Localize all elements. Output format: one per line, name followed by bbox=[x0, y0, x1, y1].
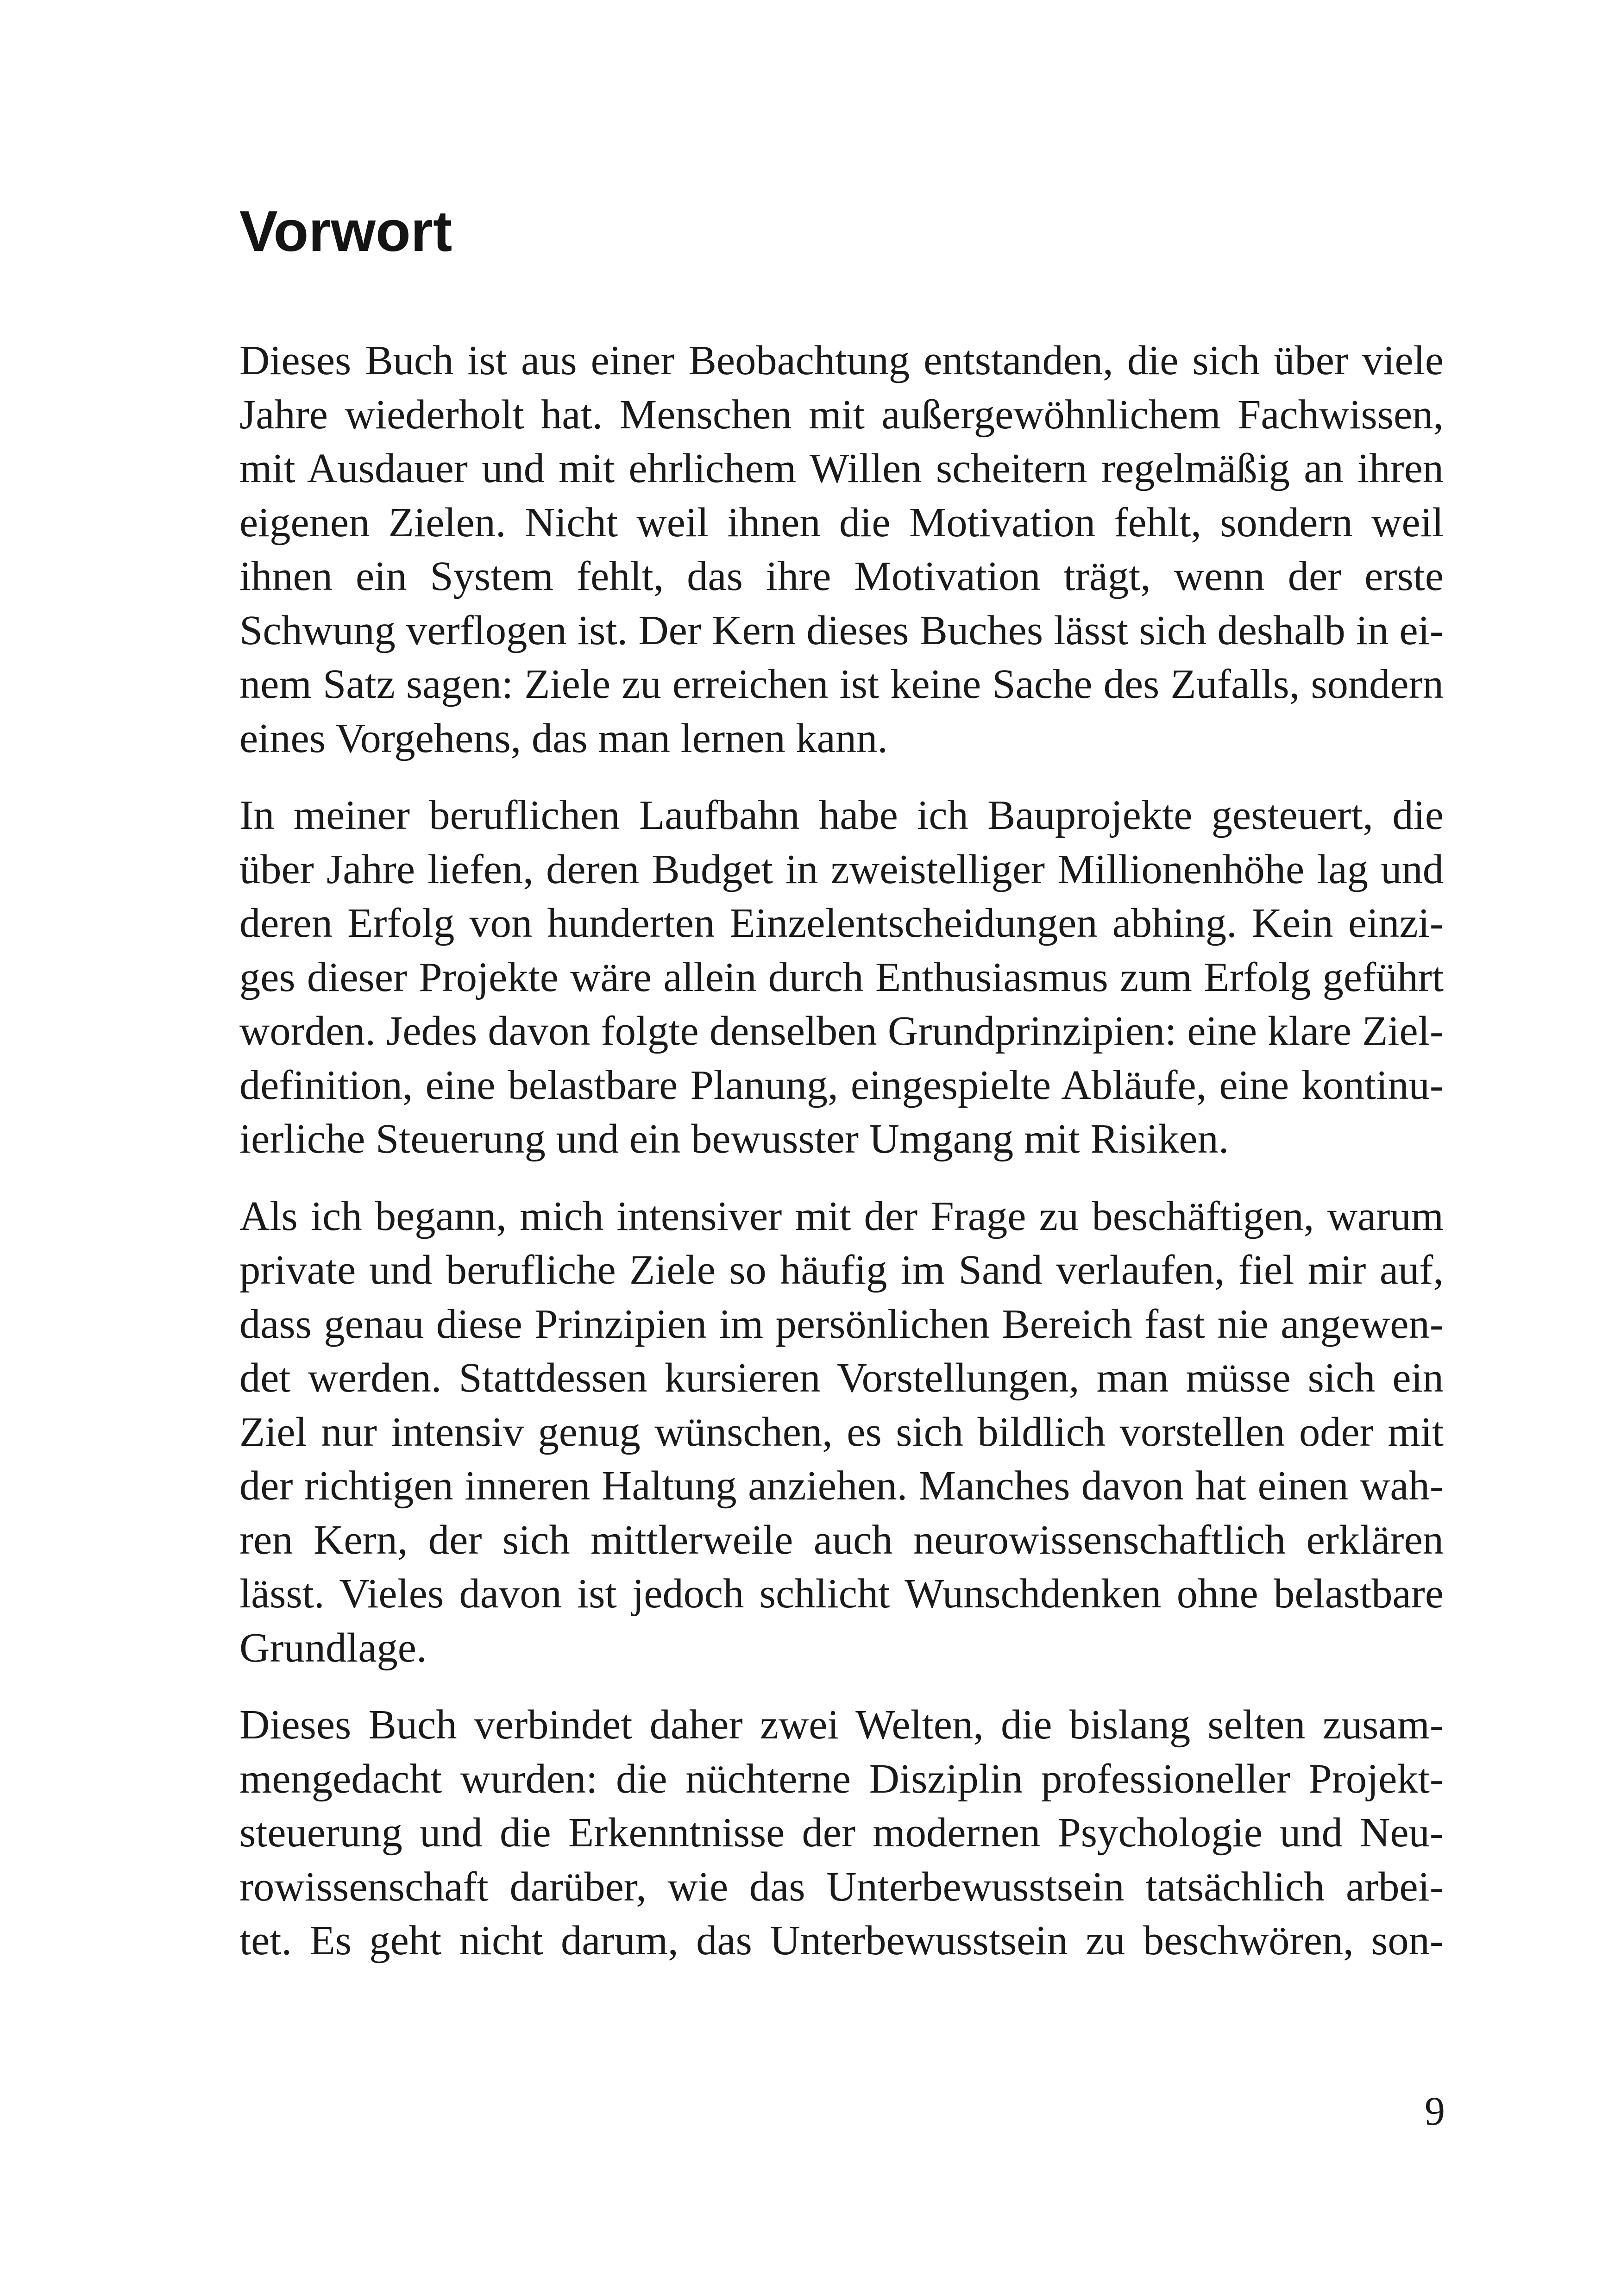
text-line: ges dieser Projekte wäre allein durch Enthusiasmus zum Erfolg geführt bbox=[239, 953, 1444, 1000]
paragraph-2 bbox=[239, 788, 1444, 1166]
text-line: det werden. Stattdessen kursieren Vorstellungen, man müsse sich ein bbox=[239, 1354, 1444, 1401]
text-line: dass genau diese Prinzipien im persönlichen Bereich fast nie angewen- bbox=[239, 1300, 1444, 1347]
text-line: Grundlage. bbox=[239, 1624, 427, 1671]
text-line: private und berufliche Ziele so häufig im Sand verlaufen, fiel mir auf, bbox=[239, 1246, 1444, 1293]
text-line: der richtigen inneren Haltung anziehen. Manches davon hat einen wah- bbox=[239, 1462, 1444, 1509]
text-line: rowissenschaft darüber, wie das Unterbewusstsein tatsächlich arbei- bbox=[239, 1863, 1444, 1910]
text-line: Dieses Buch verbindet daher zwei Welten, die bislang selten zusam- bbox=[239, 1701, 1444, 1748]
text-line: über Jahre liefen, deren Budget in zweistelliger Millionenhöhe lag und bbox=[239, 845, 1444, 892]
chapter-heading: Vorwort bbox=[239, 200, 452, 263]
text-line: Jahre wiederholt hat. Menschen mit außergewöhnlichem Fachwissen, bbox=[239, 390, 1444, 438]
text-line: ren Kern, der sich mittlerweile auch neurowissenschaftlich erklären bbox=[239, 1516, 1444, 1563]
text-line: mengedacht wurden: die nüchterne Disziplin professioneller Projekt- bbox=[239, 1755, 1444, 1802]
text-line: In meiner beruflichen Laufbahn habe ich Bauprojekte gesteuert, die bbox=[239, 791, 1444, 838]
paragraph-1 bbox=[239, 333, 1444, 765]
text-line: worden. Jedes davon folgte denselben Grundprinzipien: eine klare Ziel- bbox=[239, 1007, 1444, 1054]
text-line: deren Erfolg von hunderten Einzelentscheidungen abhing. Kein einzi- bbox=[239, 899, 1444, 946]
text-line: eigenen Zielen. Nicht weil ihnen die Motivation fehlt, sondern weil bbox=[239, 498, 1444, 546]
text-line: nem Satz sagen: Ziele zu erreichen ist keine Sache des Zufalls, sondern bbox=[239, 660, 1444, 707]
text-line: ierliche Steuerung und ein bewusster Umgang mit Risiken. bbox=[239, 1115, 1229, 1162]
text-line: Dieses Buch ist aus einer Beobachtung entstanden, die sich über viele bbox=[239, 337, 1444, 383]
text-line: tet. Es geht nicht darum, das Unterbewusstsein zu beschwören, son- bbox=[239, 1917, 1444, 1964]
page-number: 9 bbox=[1425, 2089, 1445, 2134]
text-line: Als ich begann, mich intensiver mit der Frage zu beschäftigen, warum bbox=[239, 1192, 1444, 1239]
text-line: eines Vorgehens, das man lernen kann. bbox=[239, 714, 888, 761]
body-text bbox=[239, 333, 1444, 1991]
text-line: Ziel nur intensiv genug wünschen, es sich bildlich vorstellen oder mit bbox=[239, 1408, 1444, 1455]
paragraph-3 bbox=[239, 1189, 1444, 1675]
text-line: definition, eine belastbare Planung, eingespielte Abläufe, eine kontinu- bbox=[239, 1061, 1444, 1108]
text-line: lässt. Vieles davon ist jedoch schlicht Wunschdenken ohne belastbare bbox=[239, 1570, 1444, 1617]
text-line: steuerung und die Erkenntnisse der modernen Psychologie und Neu- bbox=[239, 1809, 1444, 1856]
text-line: Schwung verflogen ist. Der Kern dieses Buches lässt sich deshalb in ei- bbox=[239, 606, 1444, 653]
paragraph-4 bbox=[239, 1698, 1444, 1968]
text-line: ihnen ein System fehlt, das ihre Motivation trägt, wenn der erste bbox=[239, 552, 1444, 599]
text-line: mit Ausdauer und mit ehrlichem Willen scheitern regelmäßig an ihren bbox=[239, 445, 1444, 491]
